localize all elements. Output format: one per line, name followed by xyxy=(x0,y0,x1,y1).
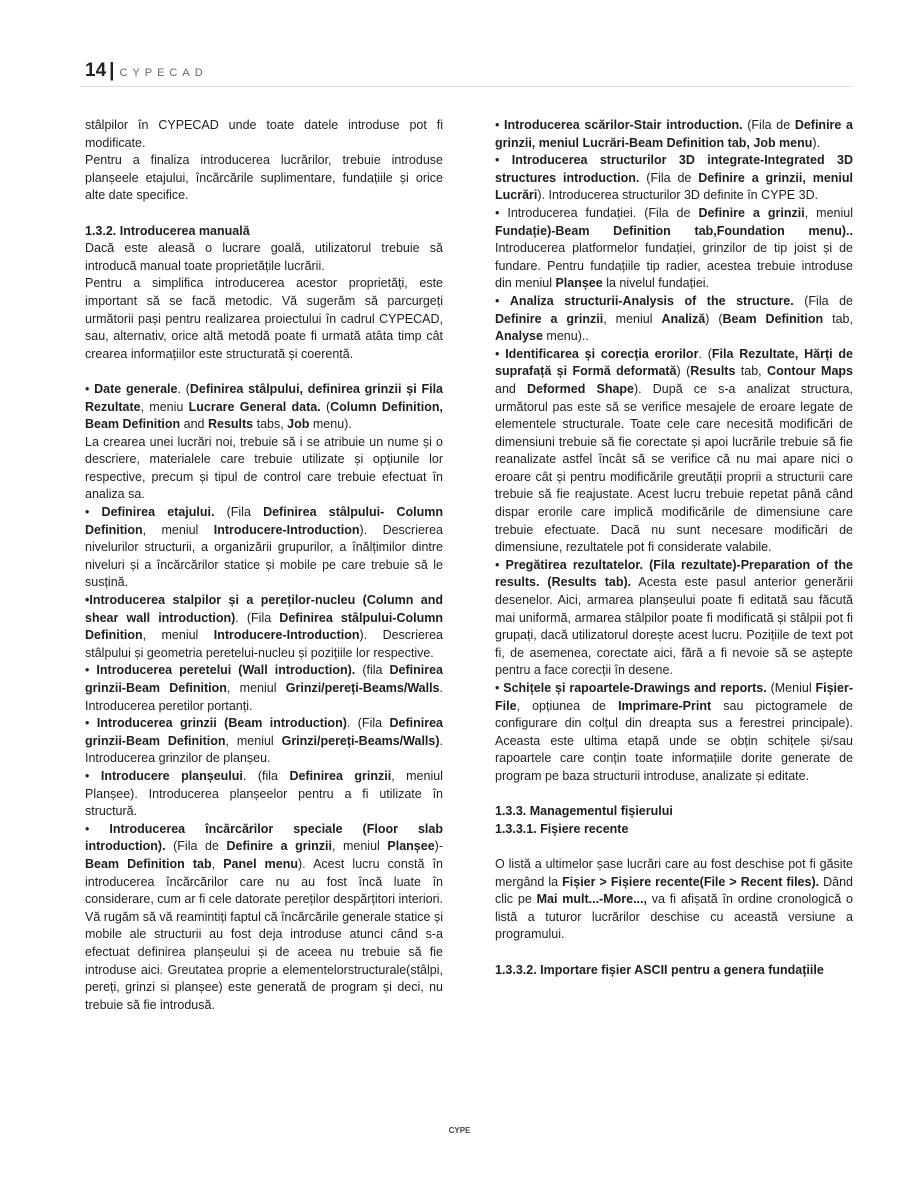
section-heading xyxy=(495,803,853,821)
text-run: menu).. xyxy=(542,329,589,344)
bold-text: Results xyxy=(690,364,736,379)
bold-text: 1.3.3.1. Fișiere recente xyxy=(495,821,629,836)
paragraph-spacer xyxy=(85,205,443,223)
bold-text: Definire a grinzii xyxy=(226,839,332,854)
bold-text: Definire a grinzii xyxy=(495,311,604,326)
text-run: • xyxy=(495,557,506,572)
text-run: menu). xyxy=(309,417,352,432)
bold-text: Fila Rezultate, Hărți de suprafață și Formă deformată xyxy=(495,346,854,379)
paragraph xyxy=(495,293,853,346)
text-run: • xyxy=(495,118,505,132)
text-run: ). Introducerea structurilor 3D definite în CYPE 3D. xyxy=(537,188,819,203)
text-run: • Introducerea fundației. (Fila de xyxy=(495,205,699,220)
text-run: , meniul Planșee). Introducerea planșeelor pentru a fi utilizate în structură. xyxy=(85,768,443,819)
text-run: ). Descrierea nivelurilor structurii, a organizării grupurilor, a înălțimilor dintre niveluri și a încărcărilor statice și mobile pe care trebuie să le susțină. xyxy=(85,522,444,590)
bold-text: Definirea grinzii-Beam Definition xyxy=(85,663,443,695)
bold-text: Definirea stâlpului, definirea grinzii și Fila Rezultate xyxy=(85,381,443,414)
text-run: ) ( xyxy=(676,364,691,379)
bold-text: Date generale xyxy=(94,381,178,396)
text-run: (Fila xyxy=(214,505,264,520)
bold-text: Results xyxy=(207,417,254,432)
section-heading xyxy=(495,821,853,839)
text-run: Dând clic pe xyxy=(495,874,853,907)
paragraph xyxy=(85,381,443,434)
bold-text: Introducerea peretelui (Wall introduction). xyxy=(96,663,356,678)
text-run: and xyxy=(180,417,208,432)
text-run: , xyxy=(211,856,224,871)
text-run: , meniul xyxy=(603,311,662,326)
text-run: la nivelul fundației. xyxy=(602,276,710,291)
paragraph xyxy=(85,504,443,592)
text-run: ). După ce s-a analizat structura, următorul pas este să se verifice mesajele de eroare legate de elementele structurale. Toate cele care necesită modificări de dimensiuni trebuie să fie corectate și apoi lucrările trebuie să fie reanalizate astfel încât să se verifice că nu mai apare nici o eroare cât și pentru modificările greutății proprii a structurii care trebuie să fie reajustate. Acest lucru trebuie repetat până când dispar erorile care implică modificările de dimensiune care trebuie efectuate. Dacă nu sunt necesare modificări de dimensiune, rezultatele pot fi considerate valabile. xyxy=(495,381,853,555)
bold-text: Analiză xyxy=(661,311,706,326)
paragraph xyxy=(495,856,853,944)
bold-text: Analiza structurii-Analysis of the structure. xyxy=(509,293,794,308)
text-run: tabs, xyxy=(253,417,288,432)
bold-text: Column Definition, Beam Definition xyxy=(85,399,443,432)
bold-text: Fișier-File xyxy=(495,681,853,713)
page-header xyxy=(85,60,208,82)
bold-text: Definirea grinzii-Beam Definition xyxy=(85,716,443,748)
bold-text: Beam Definition xyxy=(722,311,824,326)
text-run: • xyxy=(495,293,510,308)
bold-text: Fundație)-Beam Definition tab,Foundation menu).. xyxy=(495,223,853,238)
text-run: , meniul xyxy=(804,205,853,220)
section-heading xyxy=(495,962,853,980)
bold-text: Contour Maps xyxy=(767,364,853,379)
bold-text: Definirea grinzii xyxy=(289,768,392,783)
bold-text: 1.3.3. Managementul fișierului xyxy=(495,804,673,819)
text-run: . (Fila xyxy=(346,716,390,731)
text-run: Acesta este pasul anterior generării desenelor. Aici, armarea planșeului poate fi editată sau făcută mai uniformă, armarea stâlpilor poate fi modificată și stâlpii pot fi grupați, dacă utilizatorul dorește acest lucru. Pozițiile de text pot fi, de asemenea, corectate aici, fără a fi nevoie să se aștepte pentru a face corecții în desene. xyxy=(495,575,853,678)
text-run: O listă a ultimelor șase lucrări care au fost deschise pot fi găsite mergând la xyxy=(495,856,853,889)
bold-text: Grinzi/pereți-Beams/Walls xyxy=(285,681,440,695)
paragraph xyxy=(85,240,443,275)
text-run: va fi afișată în ordine cronologică o listă a tuturor lucrărilor deschise cu această versiune a programului. xyxy=(495,892,853,942)
text-run: ( xyxy=(320,399,331,414)
text-run: • xyxy=(85,716,97,731)
text-run: stâlpilor în CYPECAD unde toate datele introduse pot fi modificate. xyxy=(85,118,443,150)
running-title: CYPECAD xyxy=(119,67,208,79)
bold-text: Planșee xyxy=(555,276,603,291)
bold-text: Introducerea grinzii (Beam introduction) xyxy=(96,716,347,731)
paragraph xyxy=(85,434,443,504)
paragraph xyxy=(495,557,853,680)
text-run: and xyxy=(495,381,527,396)
bold-text: Introducere-Introduction xyxy=(213,628,360,643)
bold-text: Introducere-Introduction xyxy=(213,522,360,537)
paragraph-spacer xyxy=(495,944,853,962)
paragraph xyxy=(85,715,443,768)
paragraph-spacer xyxy=(495,786,853,804)
bold-text: Lucrare General data. xyxy=(188,399,321,414)
bold-text: Panel menu xyxy=(223,856,299,871)
text-run: , meniul xyxy=(142,628,214,643)
bold-text: Introducerea încărcărilor speciale (Floor slab introduction). xyxy=(85,821,443,854)
text-run: Dacă este aleasă o lucrare goală, utilizatorul trebuie să introducă manual toate proprietățile lucrării. xyxy=(85,241,443,273)
text-run: La crearea unei lucrări noi, trebuie să i se atribuie un nume și o descriere, materialele care trebuie utilizate și opțiunile lor respective, precum și tipul de control care trebuie efectuat în analiza sa. xyxy=(85,434,443,502)
text-run: (fila xyxy=(355,663,390,678)
paragraph xyxy=(495,346,853,557)
bold-text: Fișier > Fișiere recente(File > Recent files). xyxy=(562,874,820,889)
bold-text: Definire a grinzii, meniul Lucrări-Beam Definition tab, Job menu xyxy=(495,118,853,150)
text-run: (Fila de xyxy=(165,839,227,854)
right-column xyxy=(495,117,853,979)
text-run: , meniul xyxy=(331,839,388,854)
text-run: (Fila de xyxy=(639,170,699,185)
paragraph xyxy=(495,205,853,293)
text-run: . Introducerea peretilor portanți. xyxy=(85,681,443,713)
text-run: sau pictogramele de configurare din colțul din dreapta sus a ferestrei principale). Aceasta este ultima etapă unde se obțin schițele și/sau rapoartele care conțin toate informațiile dorite generate de program pe baza structurii introduse, analizate și editate. xyxy=(495,698,853,783)
text-run: . ( xyxy=(177,381,190,396)
bold-text: Imprimare-Print xyxy=(618,698,712,713)
paragraph-spacer xyxy=(495,838,853,856)
paragraph xyxy=(85,592,443,662)
bold-text: Deformed Shape xyxy=(527,381,634,396)
text-run: (Fila de xyxy=(742,118,795,132)
bold-text: Mai mult...-More..., xyxy=(536,892,647,907)
paragraph xyxy=(85,117,443,152)
paragraph xyxy=(85,662,443,715)
bold-text: Job xyxy=(287,417,310,432)
bold-text: •Introducerea stalpilor și a pereților-nucleu (Column and shear wall introduction) xyxy=(85,593,443,625)
bold-text: Identificarea și corecția erorilor xyxy=(505,346,699,361)
paragraph xyxy=(495,117,853,152)
text-run: Introducerea platformelor fundației, grinzilor de tip joist și de fundare. Pentru fundațiile tip radier, acestea trebuie introduse din meniul xyxy=(495,241,853,291)
text-run: • xyxy=(495,346,506,361)
section-heading xyxy=(85,223,443,241)
text-run: )- xyxy=(434,839,443,854)
paragraph xyxy=(85,275,443,363)
bold-text: Introducerea structurilor 3D integrate-Integrated 3D structures introduction. xyxy=(495,153,853,185)
paragraph xyxy=(495,680,853,786)
text-run: . (Fila xyxy=(235,610,280,625)
text-run: (Meniul xyxy=(766,681,816,695)
paragraph-spacer xyxy=(85,363,443,381)
bold-text: Definirea etajului. xyxy=(101,505,215,520)
bold-text: Definire a grinzii xyxy=(698,205,805,220)
text-run: • xyxy=(85,768,101,783)
text-run: • xyxy=(85,505,102,520)
paragraph xyxy=(85,768,443,821)
text-run: tab, xyxy=(735,364,768,379)
bold-text: Definirea stâlpului-Column Definition xyxy=(85,610,443,643)
text-run: ) ( xyxy=(705,311,723,326)
text-run: , meniul xyxy=(225,733,282,748)
bold-text: Pregătirea rezultatelor. (Fila rezultate)-Preparation of the results. (Results tab). xyxy=(495,557,853,590)
text-run: ). Descrierea stâlpului și geometria peretelui-nucleu și pozițiile lor respective. xyxy=(85,628,444,660)
text-run: . (fila xyxy=(242,768,290,783)
text-run: tab, xyxy=(823,311,853,326)
bold-text: Introducere planșeului xyxy=(100,768,243,783)
text-run: • xyxy=(495,153,512,168)
text-run: ). xyxy=(812,135,821,150)
header-separator: | xyxy=(109,60,115,81)
bold-text: Beam Definition tab xyxy=(85,856,212,871)
paragraph xyxy=(85,152,443,205)
bold-text: 1.3.2. Introducerea manuală xyxy=(85,223,250,238)
text-run: • xyxy=(85,821,110,836)
header-divider xyxy=(80,86,852,87)
text-run: ). Acest lucru constă în introducerea încărcărilor care nu au fost încă luate în considerare, cum ar fi cele datorate pereților despărțitori interiori. Vă rugăm să vă reamintiți faptul că încărcările generale statice și mobile ale structurii au fost deja introduse atunci când s-a efectuat definirea planșeului și de aceea nu trebuie să fie introduse aici. Greutatea proprie a elementelorstructurale(stâlpi, pereți, grinzi si planșee) este generată de program și deci, nu trebuie să fie introdusă. xyxy=(85,856,443,1012)
text-run: Pentru a finaliza introducerea lucrărilor, trebuie introduse planșeele etajului, încărcările suplimentare, fundațiile și orice alte date specifice. xyxy=(85,153,443,203)
left-column xyxy=(85,117,443,1014)
paragraph xyxy=(495,152,853,205)
bold-text: Grinzi/pereți-Beams/Walls) xyxy=(281,733,440,748)
text-run: , opțiunea de xyxy=(516,698,619,713)
bold-text: Analyse xyxy=(495,329,543,344)
bold-text: Introducerea scărilor-Stair introduction. xyxy=(504,118,743,132)
bold-text: Definire a grinzii, meniul Lucrări xyxy=(495,170,853,203)
text-run: • xyxy=(495,681,504,695)
bold-text: Planșee xyxy=(387,839,435,854)
text-run: . Introducerea grinzilor de planșeu. xyxy=(85,733,443,766)
text-run: • xyxy=(85,381,95,396)
text-run: . ( xyxy=(698,346,712,361)
bold-text: Schițele și rapoartele-Drawings and reports. xyxy=(503,681,767,695)
text-run: , meniul xyxy=(142,522,214,537)
text-run: (Fila de xyxy=(793,293,853,308)
page-footer: CYPE xyxy=(448,1126,471,1135)
text-run: , meniu xyxy=(140,399,189,414)
bold-text: Definirea stâlpului- Column Definition xyxy=(85,505,443,537)
paragraph xyxy=(85,821,443,1015)
text-run: , meniul xyxy=(226,681,286,695)
page-number: 14 xyxy=(85,60,107,81)
bold-text: 1.3.3.2. Importare fișier ASCII pentru a genera fundațiile xyxy=(495,962,824,977)
text-run: Pentru a simplifica introducerea acestor proprietăți, este important să se facă metodic. Vă sugerăm să parcurgeți următorii pași pentru realizarea proiectului în cadrul CYPECAD, sau, alternativ, orice altă metodă poate fi urmată atâta timp cât crearea informațiilor este structurată și coerentă. xyxy=(85,276,443,361)
text-run: • xyxy=(85,663,97,678)
